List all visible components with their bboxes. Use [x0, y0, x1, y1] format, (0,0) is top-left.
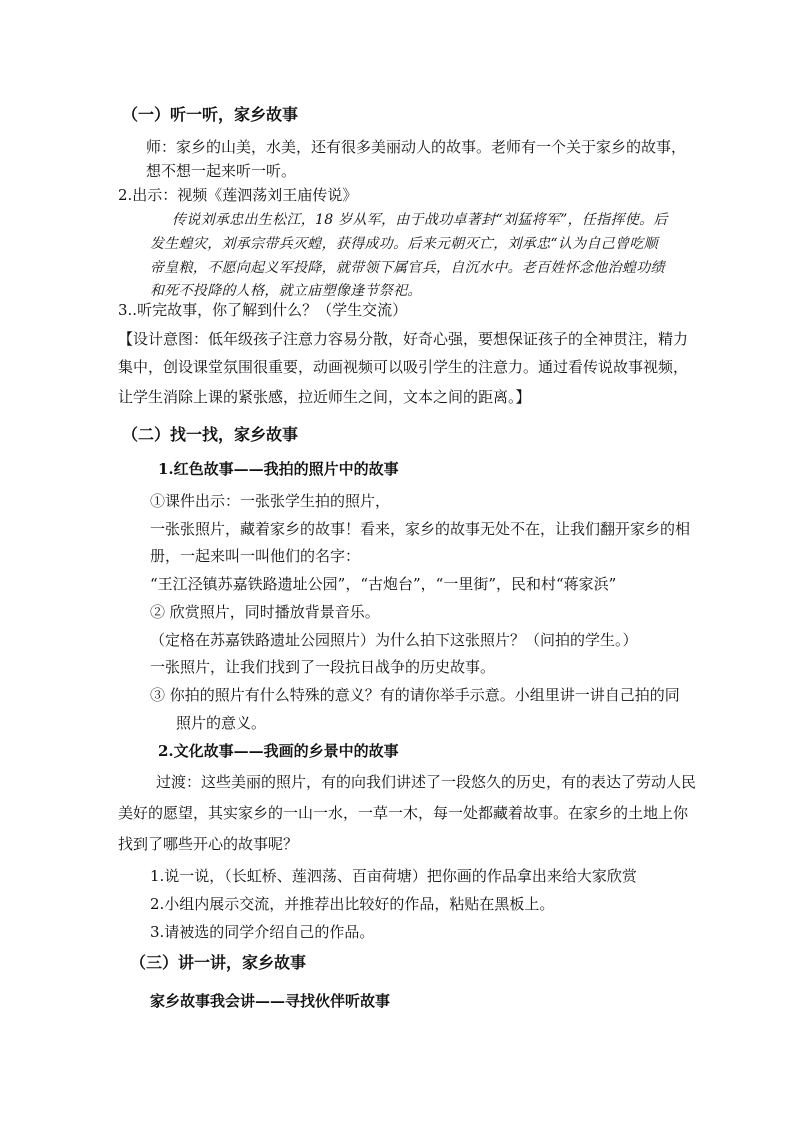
section1-intro-line-1: 师：家乡的山美，水美，还有很多美丽动人的故事。老师有一个关于家乡的故事， — [146, 138, 687, 156]
section2-line-6: （定格在苏嘉铁路遗址公园照片）为什么拍下这张照片？（问拍的学生。） — [150, 631, 638, 649]
section2-line-5: ② 欣赏照片，同时播放背景音乐。 — [150, 603, 380, 621]
section2-line-8: ③ 你拍的照片有什么特殊的意义？有的请你举手示意。小组里讲一讲自己拍的同 — [150, 686, 680, 704]
section2-sub-heading-2: 2.文化故事——我画的乡景中的故事 — [158, 742, 399, 760]
section2-part2-item-2: 2.小组内展示交流，并推荐出比较好的作品，粘贴在黑板上。 — [150, 895, 555, 913]
section2-part2-item-1: 1.说一说，（长虹桥、莲泗荡、百亩荷塘）把你画的作品拿出来给大家欣赏 — [150, 867, 637, 885]
section2-part2-line-3: 找到了哪些开心的故事呢？ — [118, 835, 299, 853]
section2-heading: （二）找一找，家乡故事 — [122, 425, 299, 444]
section1-item-3: 3..听完故事，你了解到什么？（学生交流） — [118, 301, 408, 319]
section2-line-4: “王江泾镇苏嘉铁路遗址公园”，“古炮台”，“一里街”，民和村“蒋家浜” — [150, 575, 617, 593]
section2-line-2: 一张张照片，藏着家乡的故事！看来，家乡的故事无处不在，让我们翻开家乡的相 — [150, 520, 691, 538]
section1-heading: （一）听一听，家乡故事 — [122, 105, 299, 124]
design-intent-line-1: 【设计意图：低年级孩子注意力容易分散，好奇心强，要想保证孩子的全神贯注，精力 — [118, 330, 689, 348]
section2-part2-line-1: 过渡：这些美丽的照片，有的向我们讲述了一段悠久的历史，有的表达了劳动人民 — [156, 773, 697, 791]
section3-sub-heading: 家乡故事我会讲——寻找伙伴听故事 — [150, 992, 391, 1010]
story-line-2: 发生蝗灾，刘承宗带兵灭蝗，获得成功。后来元朝灭亡，刘承忠“认为自己曾吃顺 — [150, 236, 658, 252]
section1-item-2: 2.出示：视频《莲泗荡刘王庙传说》 — [118, 186, 358, 204]
story-line-3: 帝皇粮，不愿向起义军投降，就带领下属官兵，自沉水中。老百姓怀念他治蝗功绩 — [150, 260, 665, 276]
section1-intro-line-2: 想不想一起来听一听。 — [146, 162, 297, 180]
section2-part2-item-3: 3.请被选的同学介绍自己的作品。 — [150, 923, 375, 941]
section2-part2-line-2: 美好的愿望，其实家乡的一山一水，一草一木，每一处都藏着故事。在家乡的土地上你 — [118, 804, 689, 822]
section3-heading: （三）讲一讲，家乡故事 — [130, 953, 307, 972]
section2-line-9: 照片的意义。 — [176, 714, 267, 732]
section2-sub-heading-1: 1.红色故事——我拍的照片中的故事 — [158, 460, 399, 478]
section2-line-3: 册，一起来叫一叫他们的名字： — [150, 547, 361, 565]
design-intent-line-2: 集中，创设课堂氛围很重要，动画视频可以吸引学生的注意力。通过看传说故事视频， — [118, 358, 689, 376]
design-intent-line-3: 让学生消除上课的紧张感，拉近师生之间，文本之间的距离。】 — [118, 388, 531, 406]
story-line-1: 传说刘承忠出生松江，18 岁从军，由于战功卓著封“刘猛将军”，任指挥使。后 — [172, 212, 668, 228]
section2-line-1: ①课件出示：一张张学生拍的照片， — [150, 492, 391, 510]
story-line-4: 和死不投降的人格，就立庙塑像逢节祭祀。 — [150, 283, 422, 299]
section2-line-7: 一张照片，让我们找到了一段抗日战争的历史故事。 — [150, 658, 496, 676]
